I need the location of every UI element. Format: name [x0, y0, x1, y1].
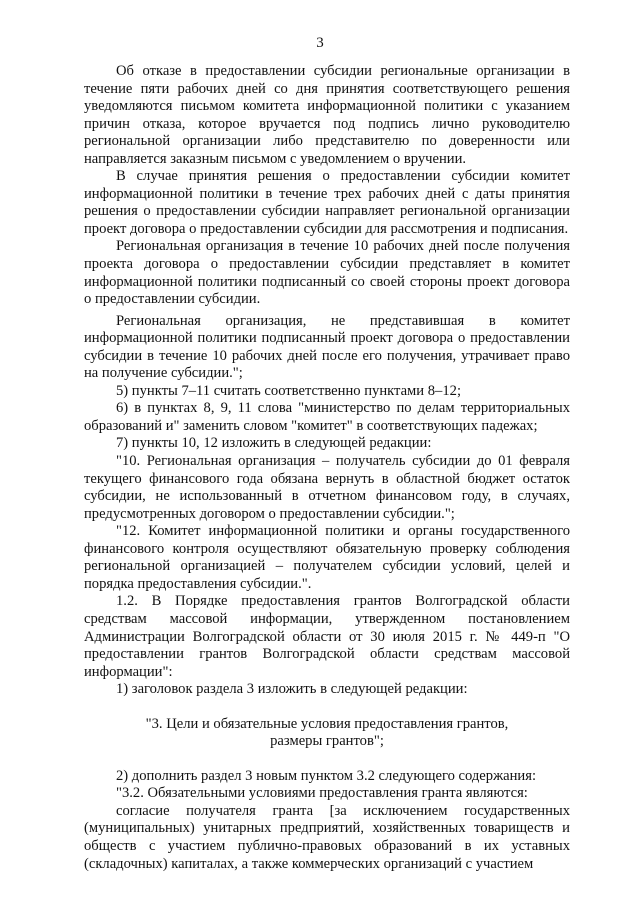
document-body [84, 63, 570, 873]
paragraph-decision-granted: В случае принятия решения о предоставлении субсидии комитет информационной политики в течение трех рабочих дней с даты принятия решения о предоставлении субсидии направляет региональной организации проект договора о предоставлении субсидии для рассмотрения и подписания. [84, 168, 570, 237]
paragraph-heading-change: 1) заголовок раздела 3 изложить в следующей редакции: [116, 681, 468, 698]
paragraph-loss-of-right: Региональная организация, не представившая в комитет информационной политики подписанный проект договора о предоставлении субсидии в течение 10 рабочих дней после его получения, утрачивает право на получение субсидии."; [84, 312, 570, 382]
page-number: 3 [316, 35, 324, 51]
paragraph-item-6: 6) в пунктах 8, 9, 11 слова "министерство по делам территориальных образований и" заменить словом "комитет" в соответствующих падежах; [84, 400, 570, 434]
paragraph-item-5: 5) пункты 7–11 считать соответственно пунктами 8–12; [116, 382, 461, 399]
paragraph-item-7: 7) пункты 10, 12 изложить в следующей редакции: [116, 435, 432, 452]
paragraph-consent-condition: согласие получателя гранта [за исключением государственных (муниципальных) унитарных предприятий, хозяйственных товариществ и обществ с участием публично-правовых образований в их уставных (складочных) капиталах, а также коммерческих организаций с участием [84, 802, 570, 872]
paragraph-section-1-2: 1.2. В Порядке предоставления грантов Волгоградской области средствам массовой информации, утвержденном постановлением Администрации Волгоградской области от 30 июля 2015 г. № 449-п "О предоставлении грантов Волгоградской области средствам массовой информации": [84, 593, 570, 680]
paragraph-refusal-notice: Об отказе в предоставлении субсидии региональные организации в течение пяти рабочих дней со дня принятия соответствующего решения уведомляются письмом комитета информационной политики с указанием причин отказа, которое вручается под подпись лично руководителю региональной организации либо представителю по доверенности или направляется заказным письмом с уведомлением о вручении. [84, 63, 570, 167]
paragraph-clause-3-2: "3.2. Обязательными условиями предоставления гранта являются: [116, 785, 528, 802]
paragraph-clause-12: "12. Комитет информационной политики и органы государственного финансового контроля осуществляют обязательную проверку соблюдения региональной организацией – получателем субсидии условий, целей и порядка предоставления субсидии.". [84, 523, 570, 592]
paragraph-clause-10: "10. Региональная организация – получатель субсидии до 01 февраля текущего финансового года обязана вернуть в областной бюджет остаток субсидии, не использованный в отчетном финансовом году, в случаях, предусмотренных договором о предоставлении субсидии."; [84, 453, 570, 522]
paragraph-add-clause: 2) дополнить раздел 3 новым пунктом 3.2 следующего содержания: [116, 767, 537, 784]
paragraph-contract-return: Региональная организация в течение 10 рабочих дней после получения проекта договора о предоставлении субсидии представляет в комитет информационной политики подписанный со своей стороны проект договора о предоставлении субсидии. [84, 238, 570, 308]
section-3-title-quote: "3. Цели и обязательные условия предоставления грантов, размеры грантов"; [145, 715, 509, 750]
